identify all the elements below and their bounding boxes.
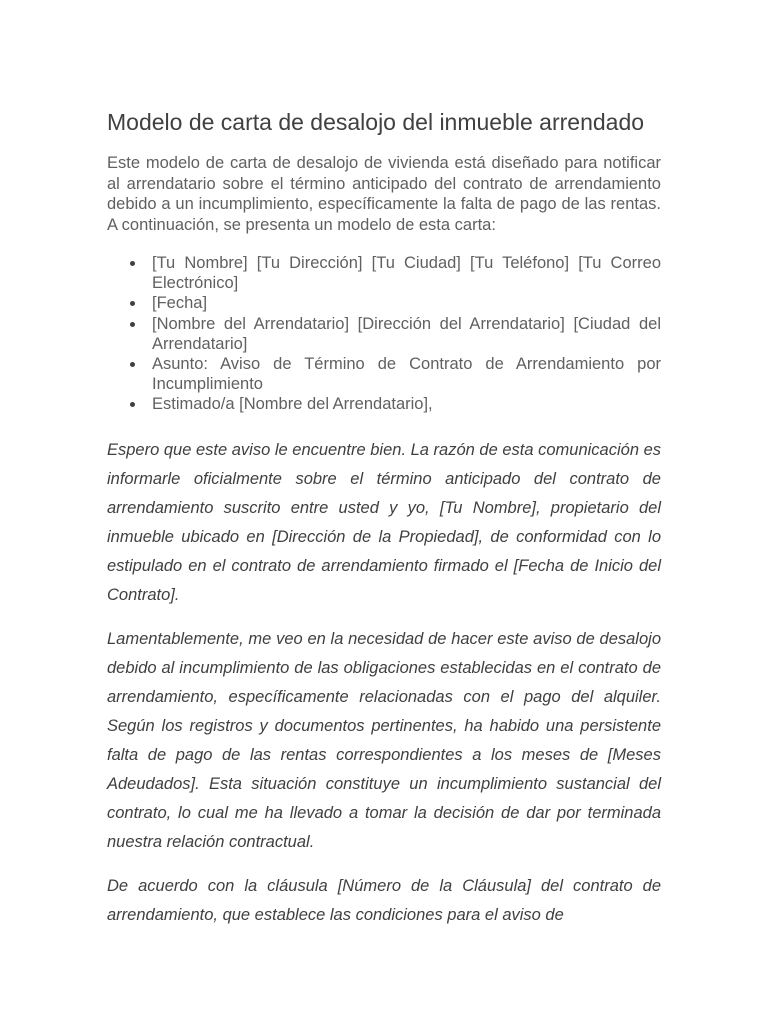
list-item-text: [Fecha] <box>152 294 208 313</box>
intro-paragraph: Este modelo de carta de desalojo de vivienda está diseñado para notificar al arrendatario sobre el término anticipado del contrato de arrendamiento debido a un incumplimiento, específicamente la falta de pago de las rentas. A continuación, se presenta un modelo de esta carta: <box>107 154 661 234</box>
list-item <box>107 293 661 313</box>
bullet-icon <box>130 261 135 266</box>
bullet-icon <box>130 402 135 407</box>
list-item <box>107 253 661 293</box>
list-item <box>107 354 661 394</box>
document-title: Modelo de carta de desalojo del inmueble arrendado <box>107 109 645 135</box>
list-item-text: Estimado/a [Nombre del Arrendatario], <box>152 395 433 414</box>
list-item <box>107 394 661 414</box>
list-item-text: [Tu Nombre] [Tu Dirección] [Tu Ciudad] [Tu Teléfono] [Tu Correo Electrónico] <box>152 254 661 293</box>
letter-header-list <box>107 253 661 415</box>
list-item-text: Asunto: Aviso de Término de Contrato de Arrendamiento por Incumplimiento <box>152 355 661 394</box>
body-paragraph: Espero que este aviso le encuentre bien. La razón de esta comunicación es informarle oficialmente sobre el término anticipado del contrato de arrendamiento suscrito entre usted y yo, [Tu Nombre], propietario del inmueble ubicado en [Dirección de la Propiedad], de conformidad con lo estipulado en el contrato de arrendamiento firmado el [Fecha de Inicio del Contrato]. <box>107 441 662 604</box>
body-paragraph: De acuerdo con la cláusula [Número de la Cláusula] del contrato de arrendamiento, que establece las condiciones para el aviso de <box>107 877 661 924</box>
bullet-icon <box>130 322 135 327</box>
bullet-icon <box>130 301 135 306</box>
bullet-icon <box>130 362 135 367</box>
body-paragraph: Lamentablemente, me veo en la necesidad de hacer este aviso de desalojo debido al incumplimiento de las obligaciones establecidas en el contrato de arrendamiento, específicamente relacionadas con el pago del alquiler. Según los registros y documentos pertinentes, ha habido una persistente falta de pago de las rentas correspondientes a los meses de [Meses Adeudados]. Esta situación constituye un incumplimiento sustancial del contrato, lo cual me ha llevado a tomar la decisión de dar por terminada nuestra relación contractual. <box>107 630 661 851</box>
list-item-text: [Nombre del Arrendatario] [Dirección del Arrendatario] [Ciudad del Arrendatario] <box>152 314 661 353</box>
list-item <box>107 314 661 354</box>
